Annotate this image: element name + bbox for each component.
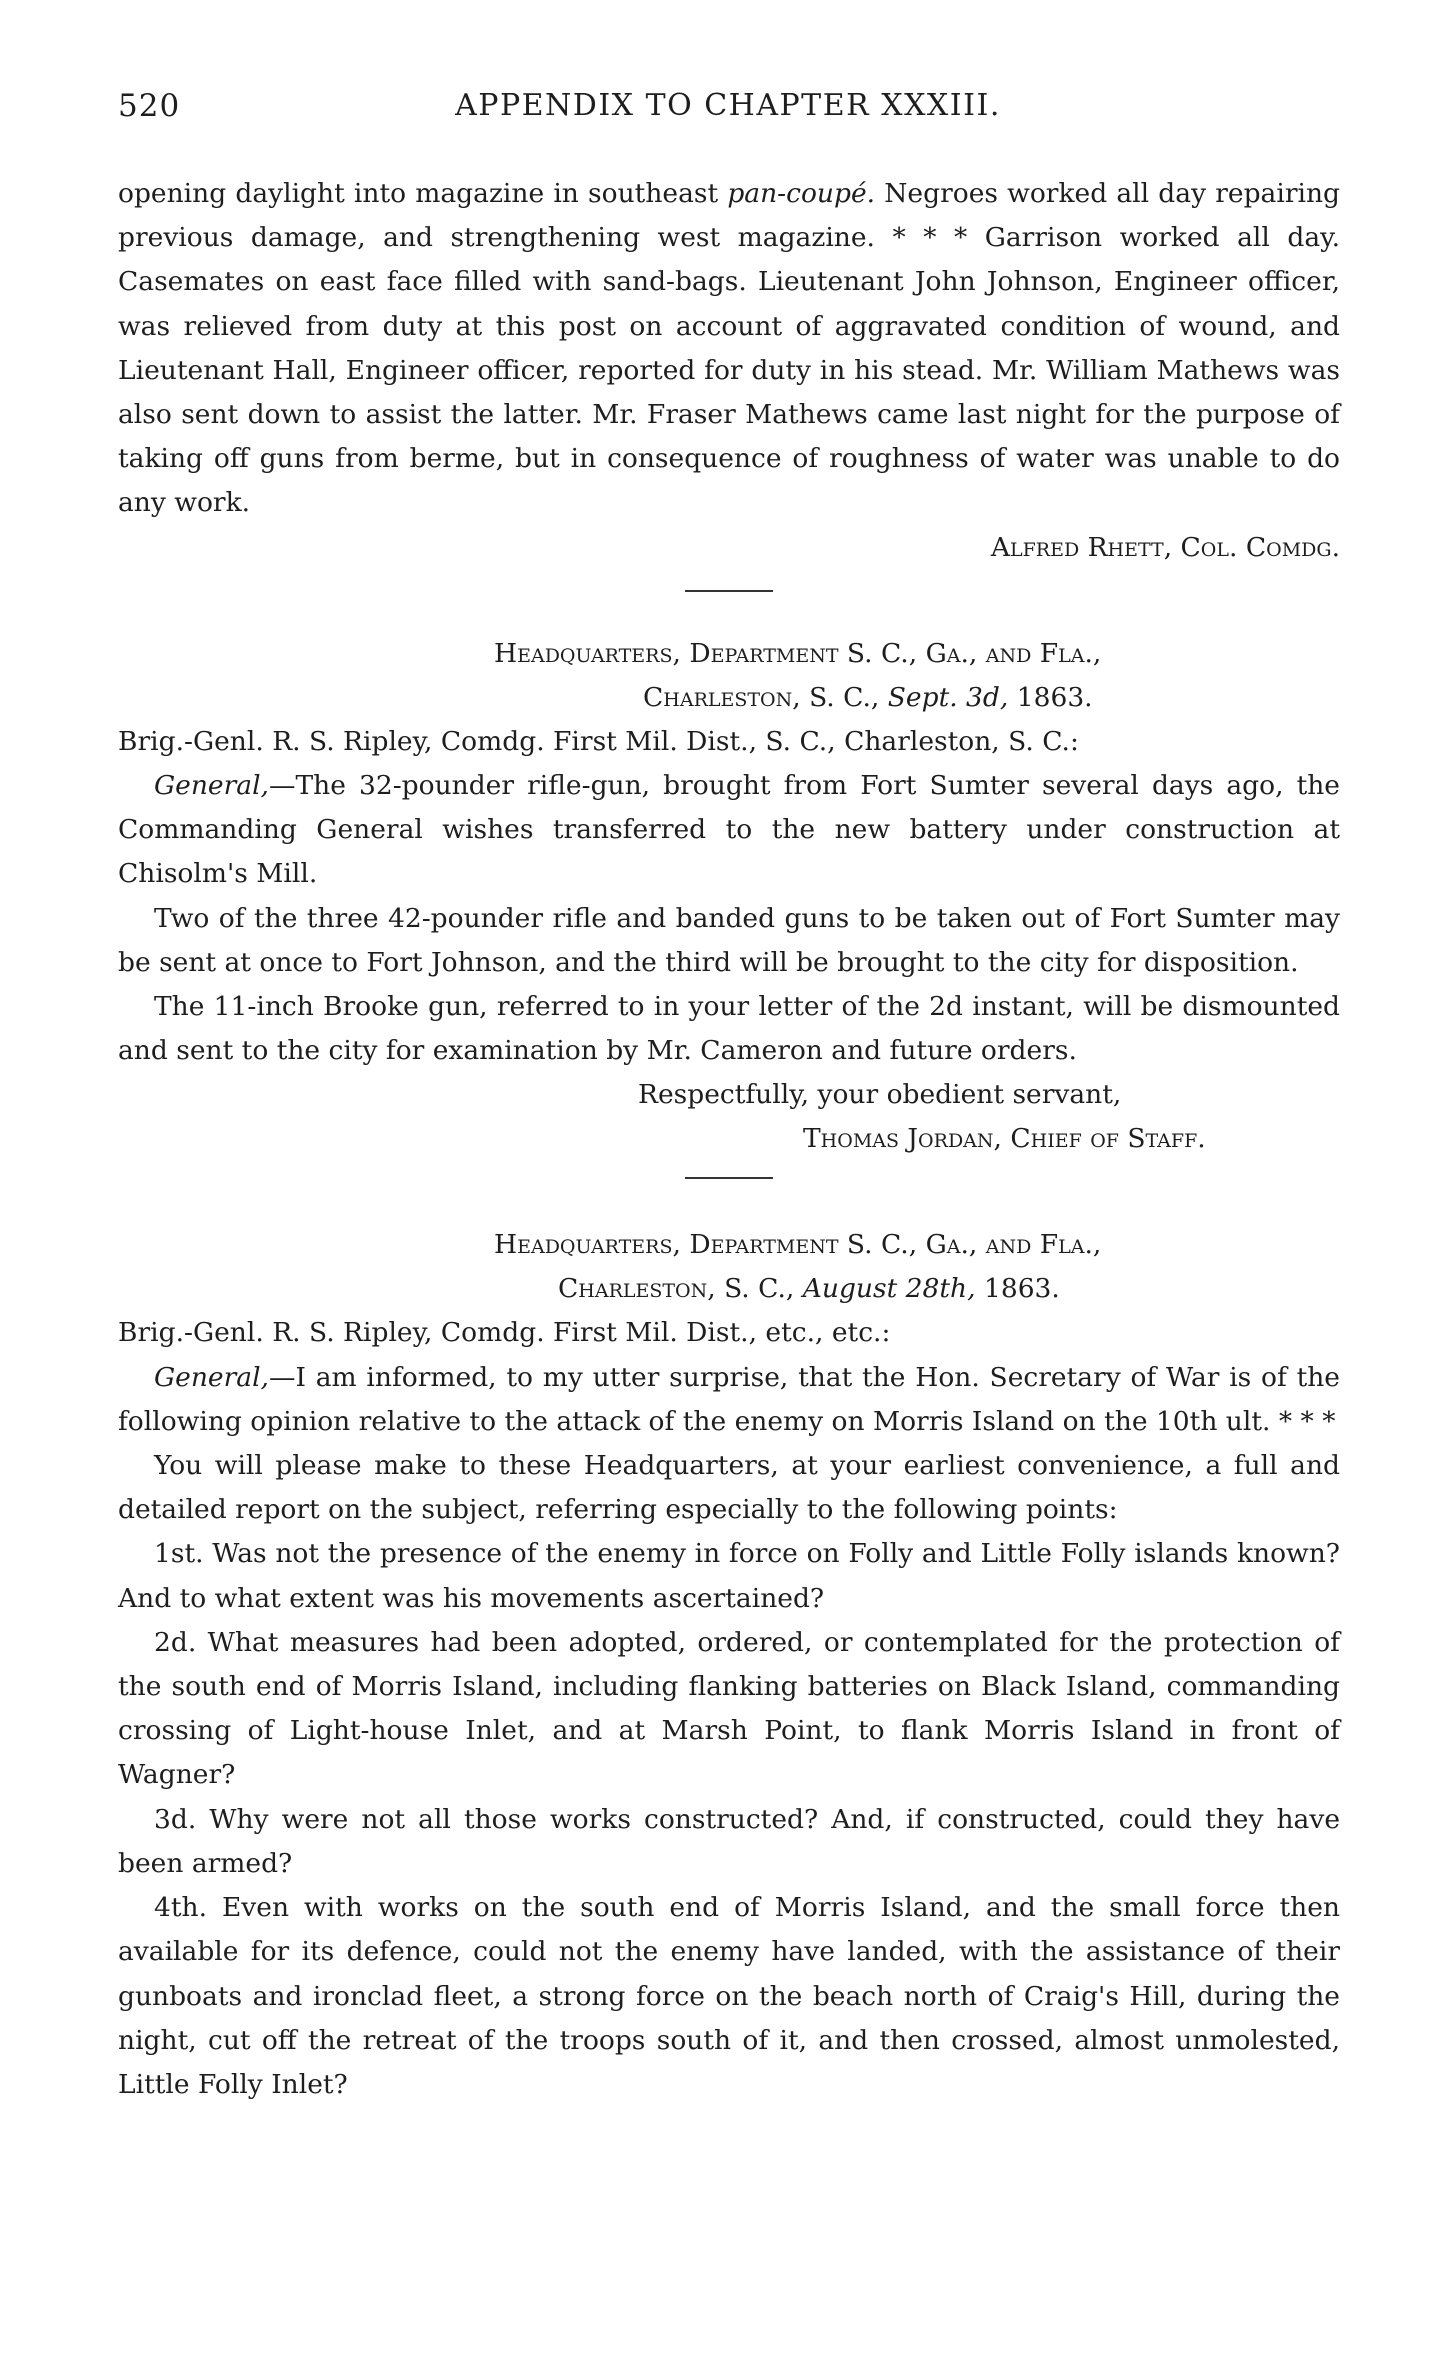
letter2-salutation: General, (154, 1361, 269, 1393)
letter1-closing: Respectfully, your obedient servant, (638, 1079, 1122, 1111)
letter1-paragraph: General,—The 32-pounder rifle-gun, brought from Fort Sumter several days ago, the Commanding General wishes transferred to the new battery under construction at Chisolm's Mill. (118, 770, 1340, 890)
running-title: APPENDIX TO CHAPTER XXXIII. (455, 88, 1001, 123)
section1-paragraph (118, 172, 1340, 526)
letter1-addressee: Brig.-Genl. R. S. Ripley, Comdg. First Mil. Dist., S. C., Charleston, S. C.: (118, 725, 1079, 757)
letter2-point: 3d. Why were not all those works constructed? And, if constructed, could they have been armed? (118, 1803, 1340, 1879)
letter2-paragraph: You will please make to these Headquarters, at your earliest convenience, a full and detailed report on the subject, referring especially to the following points: (118, 1450, 1340, 1526)
section1-signature: Alfred Rhett, Col. Comdg. (990, 531, 1340, 563)
letter1-signature: Thomas Jordan, Chief of Staff. (803, 1123, 1206, 1155)
letter1-salutation: General, (154, 770, 269, 802)
letter2-heading-line2: Charleston, S. C., August 28th, 1863. (558, 1273, 1060, 1305)
letter1-paragraph: The 11-inch Brooke gun, referred to in your letter of the 2d instant, will be dismounted and sent to the city for examination by Mr. Cameron and future orders. (118, 991, 1340, 1067)
section-divider (685, 590, 773, 592)
letter2-point: 1st. Was not the presence of the enemy in force on Folly and Little Folly islands known? And to what extent was his movements ascertained? (118, 1538, 1340, 1614)
section1-text-pre: opening daylight into magazine in southeast (118, 178, 728, 209)
section1-text-italic: pan-coupé. (727, 178, 876, 209)
page-header (118, 88, 1338, 134)
letter2-heading-line1: Headquarters, Department S. C., Ga., and Fla., (494, 1229, 1102, 1261)
letter1-heading-line1: Headquarters, Department S. C., Ga., and Fla., (494, 637, 1102, 669)
letter2-point: 2d. What measures had been adopted, ordered, or contemplated for the protection of the south end of Morris Island, including flanking batteries on Black Island, commanding crossing of Light-house Inlet, and at Marsh Point, to flank Morris Island in front of Wagner? (118, 1626, 1340, 1791)
section1-text-post: Negroes worked all day repairing previous damage, and strengthening west magazine. * * * Garrison worked all day. Casemates on east face filled with sand-bags. Lieutenant John Johnson, Engineer officer, was relieved from duty at this post on account of aggravated condition of wound, and Lieutenant Hall, Engineer officer, reported for duty in his stead. Mr. William Mathews was also sent down to assist the latter. Mr. Fraser Mathews came last night for the purpose of taking off guns from berme, but in consequence of roughness of water was unable to do any work. (118, 178, 1340, 519)
letter2-addressee: Brig.-Genl. R. S. Ripley, Comdg. First Mil. Dist., etc., etc.: (118, 1317, 891, 1349)
letter1-heading-line2: Charleston, S. C., Sept. 3d, 1863. (643, 681, 1093, 713)
section-divider (685, 1177, 773, 1179)
letter2-paragraph: General,—I am informed, to my utter surprise, that the Hon. Secretary of War is of the following opinion relative to the attack of the enemy on Morris Island on the 10th ult. * * * (118, 1361, 1340, 1437)
page-number: 520 (118, 88, 181, 124)
letter2-point: 4th. Even with works on the south end of Morris Island, and the small force then available for its defence, could not the enemy have landed, with the assistance of their gunboats and ironclad fleet, a strong force on the beach north of Craig's Hill, during the night, cut off the retreat of the troops south of it, and then crossed, almost unmolested, Little Folly Inlet? (118, 1892, 1340, 2100)
letter1-paragraph: Two of the three 42-pounder rifle and banded guns to be taken out of Fort Sumter may be sent at once to Fort Johnson, and the third will be brought to the city for disposition. (118, 902, 1340, 978)
page-body (118, 172, 1340, 2107)
